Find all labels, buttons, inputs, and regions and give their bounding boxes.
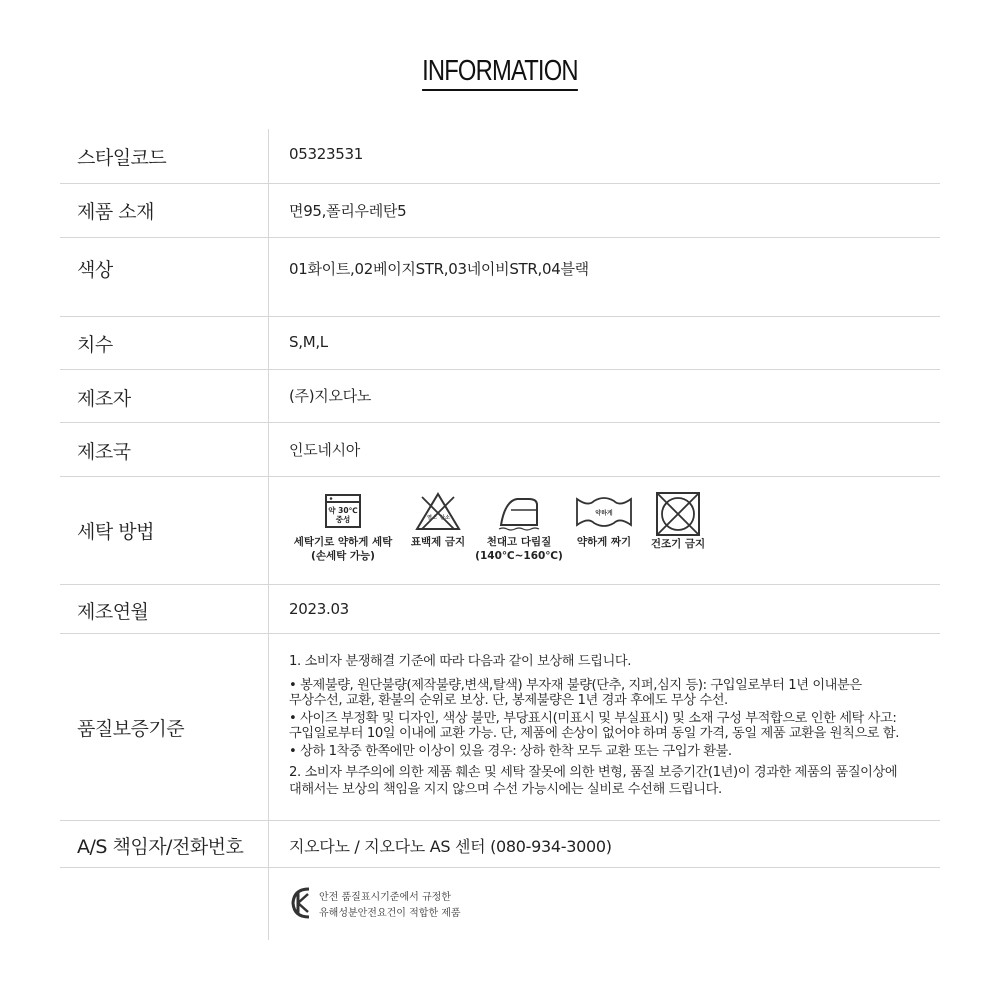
care-caption: 건조기 금지 [650, 538, 706, 550]
tumble-dry-prohibited-icon [655, 491, 701, 537]
row-label: 품질보증기준 [77, 718, 185, 740]
care-caption: 세탁기로 약하게 세탁 [293, 536, 393, 548]
care-item-wash [288, 491, 398, 563]
quality-line: 구입일로부터 10일 이내에 교환 가능. 단, 제품에 손상이 없어야 하며 동일 가격, 동일 제품 교환을 원칙으로 함. [289, 726, 900, 741]
wring-icon [574, 491, 634, 531]
bleach-triangle-icon [414, 491, 462, 531]
wring-text: 약하게 [595, 510, 613, 517]
bleach-oxygen-text: 산소 [440, 515, 450, 521]
row-value: (주)지오다노 [289, 387, 372, 405]
care-caption: 약하게 짜기 [576, 536, 632, 548]
row-value: 05323531 [289, 145, 363, 163]
row-label: 세탁 방법 [77, 521, 154, 543]
kc-text-line: 유해성분안전요건이 적합한 제품 [319, 908, 461, 919]
wash-detergent-text: 중성 [335, 515, 351, 524]
row-value: 2023.03 [289, 600, 349, 618]
info-title: INFORMATION [0, 54, 1000, 91]
quality-line: • 사이즈 부정확 및 디자인, 색상 불만, 부당표시(미표시 및 부실표시) 및 소재 구성 부적합으로 인한 세탁 사고: [289, 710, 897, 726]
wash-tub-icon [324, 491, 362, 529]
row-label: 색상 [77, 259, 113, 281]
row-value: S,M,L [289, 333, 328, 351]
row-care [60, 477, 940, 585]
row-color [60, 238, 940, 317]
care-caption: (손세탁 가능) [311, 550, 375, 562]
care-item-wring [564, 491, 644, 549]
row-label: 제조자 [77, 388, 131, 410]
wash-temp-text: 약 30℃ [328, 506, 358, 515]
care-symbols [288, 491, 728, 581]
row-style-code [60, 129, 940, 184]
row-label: 제조국 [77, 441, 131, 463]
row-label: 스타일코드 [77, 147, 167, 169]
care-caption: 표백제 금지 [410, 536, 466, 548]
info-table [60, 129, 940, 938]
row-manufacture-date [60, 585, 940, 634]
row-label: 제조연월 [77, 601, 149, 623]
care-item-iron [474, 491, 564, 563]
row-value: 인도네시아 [289, 441, 360, 459]
quality-line: 2. 소비자 부주의에 의한 제품 훼손 및 세탁 잘못에 의한 변형, 품질 보증기간(1년)이 경과한 제품의 품질이상에 [289, 765, 898, 780]
care-item-dryer [638, 491, 718, 551]
row-country [60, 423, 940, 477]
row-as-contact [60, 821, 940, 868]
row-size [60, 317, 940, 370]
row-value: 01화이트,02베이지STR,03네이비STR,04블랙 [289, 260, 589, 278]
quality-line: 1. 소비자 분쟁해결 기준에 따라 다음과 같이 보상해 드립니다. [289, 654, 632, 669]
iron-icon [495, 491, 543, 531]
row-manufacturer [60, 370, 940, 423]
quality-guarantee-text [289, 654, 939, 797]
row-kc-mark [60, 868, 940, 938]
kc-certification [289, 886, 461, 924]
care-caption: 천대고 다림질 [486, 536, 552, 548]
row-material [60, 184, 940, 238]
row-quality [60, 634, 940, 821]
kc-text-line: 안전 품질표시기준에서 규정한 [319, 892, 451, 903]
kc-mark-icon [289, 886, 315, 920]
row-value: 지오다노 / 지오다노 AS 센터 (080-934-3000) [289, 837, 612, 856]
bleach-chlorine-text: 염소 [427, 515, 437, 521]
quality-line: • 봉제불량, 원단불량(제작불량,변색,탈색) 부자재 불량(단추, 지퍼,심지 등): 구입일로부터 1년 이내분은 [289, 677, 862, 693]
care-item-bleach [398, 491, 478, 549]
care-caption: (140℃~160℃) [475, 550, 563, 562]
quality-line: • 상하 1착중 한쪽에만 이상이 있을 경우: 상하 한착 모두 교환 또는 구입가 환불. [289, 743, 732, 759]
row-label: 제품 소재 [77, 201, 154, 223]
quality-line: 대해서는 보상의 책임을 지지 않으며 수선 가능시에는 실비로 수선해 드립니다. [289, 781, 722, 797]
row-label: 치수 [77, 334, 113, 356]
row-value: 면95,폴리우레탄5 [289, 202, 407, 220]
row-label: A/S 책임자/전화번호 [77, 836, 244, 858]
quality-line: 무상수선, 교환, 환불의 순위로 보상. 단, 봉제불량은 1년 경과 후에도 무상 수선. [289, 693, 728, 708]
